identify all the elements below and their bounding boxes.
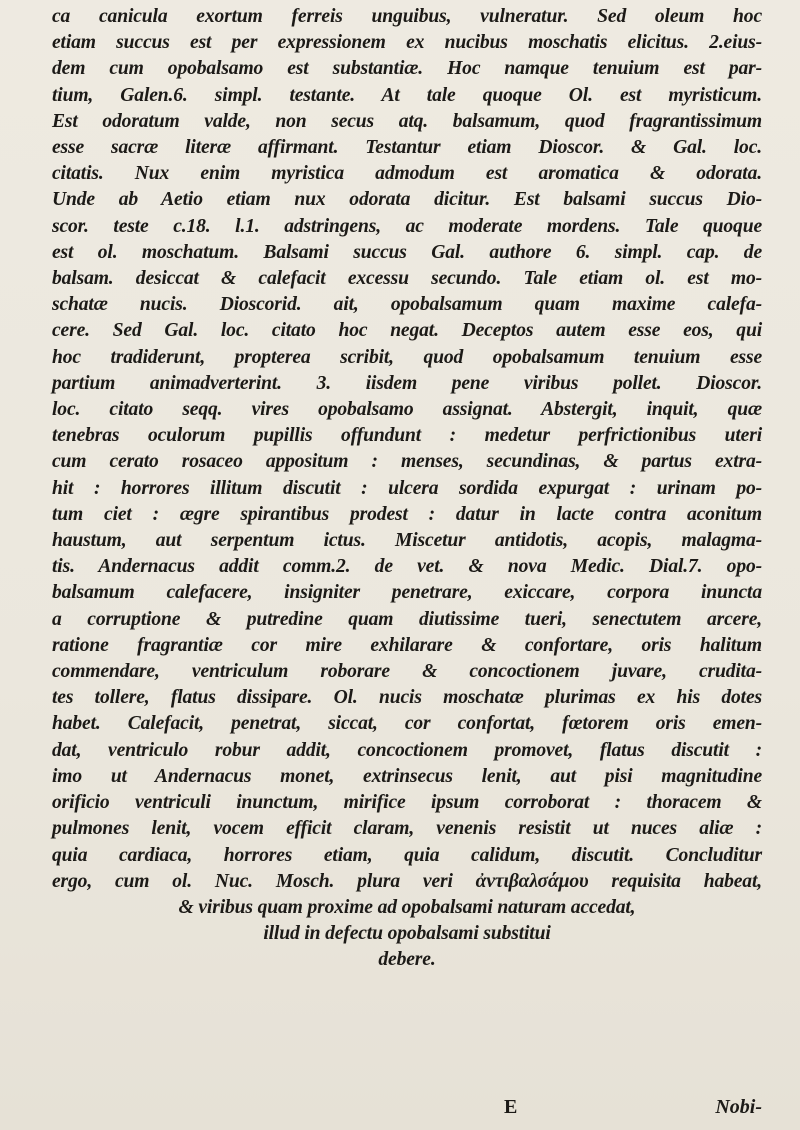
text-line: est ol. moschatum. Balsami succus Gal. authore 6. simpl. cap. de <box>52 241 762 263</box>
text-line: imo ut Andernacus monet, extrinsecus lenit, aut pisi magnitudine <box>52 765 762 787</box>
text-line: orificio ventriculi inunctum, mirifice ipsum corroborat : thoracem & <box>52 792 762 814</box>
text-line: schatæ nucis. Dioscorid. ait, opobalsamum quam maxime calefa- <box>52 294 762 316</box>
text-line: commendare, ventriculum roborare & concoctionem juvare, crudita- <box>52 661 762 683</box>
text-line: tes tollere, flatus dissipare. Ol. nucis moschatæ plurimas ex his dotes <box>52 687 762 709</box>
text-line: debere. <box>378 949 436 971</box>
text-line: ratione fragrantiæ cor mire exhilarare & confortare, oris halitum <box>52 634 762 656</box>
text-line: ergo, cum ol. Nuc. Mosch. plura veri ἀντιβαλσάμου requisita habeat, <box>52 870 762 892</box>
text-line: & viribus quam proxime ad opobalsami naturam accedat, <box>178 896 636 918</box>
text-line: ca canicula exortum ferreis unguibus, vulneratur. Sed oleum hoc <box>52 6 762 27</box>
text-line: etiam succus est per expressionem ex nucibus moschatis elicitus. 2.eius- <box>52 32 762 54</box>
text-line: tis. Andernacus addit comm.2. de vet. & nova Medic. Dial.7. opo- <box>52 556 762 578</box>
text-line: quia cardiaca, horrores etiam, quia calidum, discutit. Concluditur <box>52 844 762 866</box>
text-line: tenebras oculorum pupillis offundunt : medetur perfrictionibus uteri <box>52 425 762 447</box>
text-line: haustum, aut serpentum ictus. Miscetur antidotis, acopis, malagma- <box>52 530 762 552</box>
text-line: illud in defectu opobalsami substitui <box>263 923 551 945</box>
signature-mark: E <box>504 1096 518 1118</box>
text-line: partium animadverterint. 3. iisdem pene viribus pollet. Dioscor. <box>52 372 762 394</box>
text-line: habet. Calefacit, penetrat, siccat, cor confortat, fœtorem oris emen- <box>52 713 762 735</box>
text-line: tium, Galen.6. simpl. testante. At tale quoque Ol. est myristicum. <box>52 84 762 106</box>
text-line: dat, ventriculo robur addit, concoctionem promovet, flatus discutit : <box>52 739 762 761</box>
text-line: hit : horrores illitum discutit : ulcera sordida expurgat : urinam po- <box>52 477 762 499</box>
text-line: Unde ab Aetio etiam nux odorata dicitur. Est balsami succus Dio- <box>52 189 762 211</box>
text-line: scor. teste c.18. l.1. adstringens, ac moderate mordens. Tale quoque <box>52 215 762 237</box>
text-line: hoc tradiderunt, propterea scribit, quod opobalsamum tenuium esse <box>52 346 762 368</box>
text-line: balsam. desiccat & calefacit excessu secundo. Tale etiam ol. est mo- <box>52 268 762 290</box>
text-line: cere. Sed Gal. loc. citato hoc negat. Deceptos autem esse eos, qui <box>52 320 762 342</box>
text-line: citatis. Nux enim myristica admodum est aromatica & odorata. <box>52 163 762 185</box>
text-line: a corruptione & putredine quam diutissime tueri, senectutem arcere, <box>52 608 762 630</box>
page-footer <box>52 1096 762 1126</box>
text-line: tum ciet : ægre spirantibus prodest : datur in lacte contra aconitum <box>52 503 762 525</box>
text-line: balsamum calefacere, insigniter penetrare, exiccare, corpora inuncta <box>52 582 762 604</box>
text-line: dem cum opobalsamo est substantiæ. Hoc namque tenuium est par- <box>52 58 762 80</box>
text-line: Est odoratum valde, non secus atq. balsamum, quod fragrantissimum <box>52 110 762 132</box>
text-line: pulmones lenit, vocem efficit claram, venenis resistit ut nuces aliæ : <box>52 818 762 840</box>
text-line: cum cerato rosaceo appositum : menses, secundinas, & partus extra- <box>52 451 762 473</box>
catchword: Nobi- <box>715 1096 762 1118</box>
body-text <box>52 4 762 974</box>
text-line: loc. citato seqq. vires opobalsamo assignat. Abstergit, inquit, quæ <box>52 399 762 421</box>
text-line: esse sacræ literæ affirmant. Testantur etiam Dioscor. & Gal. loc. <box>52 137 762 159</box>
